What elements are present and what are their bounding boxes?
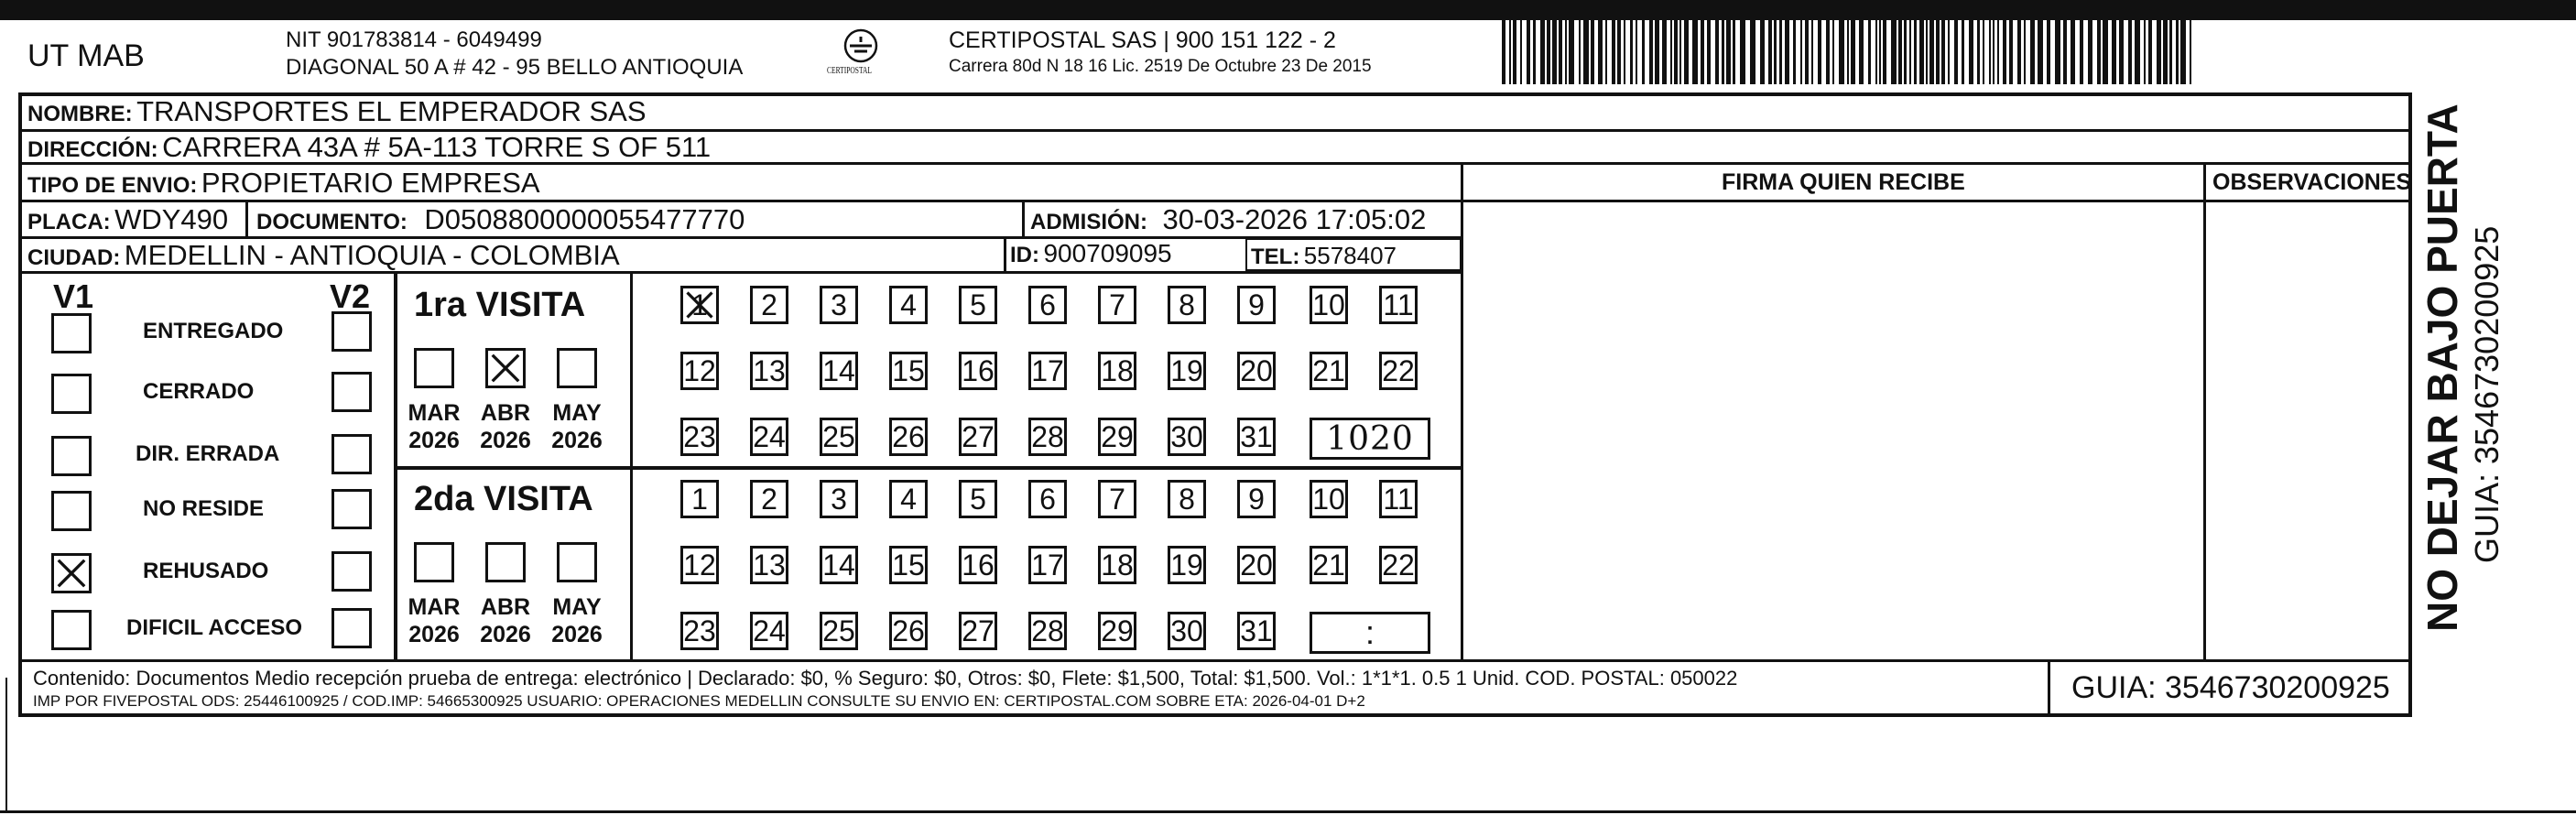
month-checkbox[interactable] (414, 348, 454, 388)
day-box[interactable]: 19 (1168, 546, 1206, 584)
v2-checkbox[interactable] (332, 551, 372, 592)
ciudad-row (27, 239, 620, 272)
day-box[interactable]: 15 (889, 546, 928, 584)
day-box[interactable]: 22 (1379, 546, 1418, 584)
visit-title: 2da VISITA (414, 480, 593, 518)
courier-address: Carrera 80d N 18 16 Lic. 2519 De Octubre 23 De 2015 (949, 57, 1372, 76)
footer-content: Contenido: Documentos Medio recepción prueba de entrega: electrónico | Declarado: $0, % Seguro: $0, Otros: $0, Flete: $1,500, Total: $1,500. Vol.: 1*1*1. 0.5 1 Unid. COD. POSTAL: 050022 (33, 667, 1738, 690)
day-box[interactable]: 18 (1098, 352, 1136, 390)
status-label: DIFICIL ACCESO (126, 615, 303, 640)
day-box[interactable]: 26 (889, 418, 928, 456)
day-box[interactable]: 9 (1237, 286, 1276, 324)
day-box[interactable]: 3 (820, 480, 858, 518)
day-box[interactable]: 13 (750, 352, 788, 390)
courier-info: CERTIPOSTAL SAS | 900 151 122 - 2 (949, 27, 1336, 53)
v2-header: V2 (330, 277, 371, 315)
day-box[interactable]: 23 (680, 418, 719, 456)
day-box[interactable]: 16 (959, 352, 997, 390)
month-year: 2026 (551, 622, 603, 647)
tel-label: TEL: (1251, 244, 1300, 269)
day-box[interactable]: 17 (1028, 546, 1067, 584)
day-box[interactable]: 14 (820, 352, 858, 390)
day-box[interactable]: 31 (1237, 418, 1276, 456)
footer-print-info: IMP POR FIVEPOSTAL ODS: 25446100925 / COD.IMP: 54665300925 USUARIO: OPERACIONES MEDELLIN CONSULTE SU ENVIO EN: CERTIPOSTAL.COM SOBRE ETA: 2026-04-01 D+2 (33, 692, 1365, 710)
day-box[interactable]: 11 (1379, 480, 1418, 518)
month-name: MAY (552, 400, 602, 426)
tel-box (1245, 238, 1462, 271)
time-field[interactable]: 1020 (1310, 418, 1430, 460)
day-box[interactable]: 28 (1028, 612, 1067, 650)
frame-bottom (18, 713, 2412, 717)
day-box[interactable]: 22 (1379, 352, 1418, 390)
id-row (1010, 239, 1172, 268)
col-line (1022, 201, 1025, 236)
day-box[interactable]: 8 (1168, 286, 1206, 324)
admision-label: ADMISIÓN: (1030, 210, 1147, 234)
month-checkbox[interactable] (557, 542, 597, 582)
day-box[interactable]: 14 (820, 546, 858, 584)
v1-checkbox[interactable] (51, 313, 92, 353)
day-box[interactable]: 18 (1098, 546, 1136, 584)
month-year: 2026 (408, 622, 460, 647)
day-box[interactable]: 23 (680, 612, 719, 650)
observaciones-header: OBSERVACIONES (2212, 169, 2412, 195)
day-box[interactable]: 3 (820, 286, 858, 324)
footer-divider (2048, 659, 2050, 715)
day-box[interactable]: 2 (750, 480, 788, 518)
day-box[interactable]: 15 (889, 352, 928, 390)
day-box[interactable]: 17 (1028, 352, 1067, 390)
tel-row (1251, 242, 1397, 270)
company-name: UT MAB (27, 38, 145, 73)
status-label: REHUSADO (143, 559, 269, 583)
footer-guia: GUIA: 3546730200925 (2071, 670, 2390, 705)
day-box[interactable]: 30 (1168, 612, 1206, 650)
documento-value: D0508800000055477770 (424, 203, 745, 235)
visit-divider (394, 466, 1461, 470)
v1-checkbox[interactable] (51, 491, 92, 531)
day-box[interactable]: 12 (680, 546, 719, 584)
tipo-row (27, 167, 540, 200)
tipo-value: PROPIETARIO EMPRESA (201, 167, 540, 199)
day-box[interactable]: 1 (680, 480, 719, 518)
month-year: 2026 (480, 622, 531, 647)
col-line (1461, 200, 2410, 202)
id-label: ID: (1010, 243, 1039, 267)
tel-value: 5578407 (1303, 242, 1397, 269)
day-box[interactable]: 21 (1310, 352, 1348, 390)
firma-header: FIRMA QUIEN RECIBE (1722, 169, 1965, 195)
day-box[interactable]: 12 (680, 352, 719, 390)
v2-checkbox[interactable] (332, 311, 372, 352)
day-box[interactable]: 10 (1310, 286, 1348, 324)
month-checkbox[interactable] (485, 348, 526, 388)
col-line (245, 201, 248, 236)
v1-checkbox[interactable] (51, 553, 92, 593)
day-box[interactable]: 5 (959, 286, 997, 324)
month-year: 2026 (551, 428, 603, 453)
direccion-row (27, 131, 711, 164)
frame-left (18, 92, 22, 715)
day-box[interactable]: 27 (959, 418, 997, 456)
day-box[interactable]: 6 (1028, 286, 1067, 324)
month-label (407, 399, 462, 454)
company-nit: NIT 901783814 - 6049499 (286, 27, 542, 52)
left-edge (5, 678, 7, 810)
day-box[interactable]: 20 (1237, 546, 1276, 584)
day-box[interactable]: 7 (1098, 286, 1136, 324)
status-label: NO RESIDE (143, 496, 265, 521)
month-label (549, 593, 604, 648)
admision-value: 30-03-2026 17:05:02 (1162, 203, 1427, 235)
month-label (407, 593, 462, 648)
ciudad-label: CIUDAD: (27, 245, 121, 270)
company-address: DIAGONAL 50 A # 42 - 95 BELLO ANTIOQUIA (286, 55, 744, 80)
day-box[interactable]: 29 (1098, 612, 1136, 650)
day-box[interactable]: 1 (680, 286, 719, 324)
day-box[interactable]: 19 (1168, 352, 1206, 390)
visit-col-divider (630, 271, 633, 661)
side-warning: NO DEJAR BAJO PUERTA (2418, 103, 2466, 632)
v2-checkbox[interactable] (332, 489, 372, 529)
month-year: 2026 (480, 428, 531, 453)
day-box[interactable]: 7 (1098, 480, 1136, 518)
documento-label: DOCUMENTO: (256, 210, 408, 234)
month-label (478, 399, 533, 454)
day-box[interactable]: 25 (820, 612, 858, 650)
day-box[interactable]: 11 (1379, 286, 1418, 324)
visit-title: 1ra VISITA (414, 286, 586, 324)
month-name: MAR (408, 594, 461, 620)
placa-label: PLACA: (27, 210, 111, 234)
admision-row (1030, 203, 1426, 236)
day-box[interactable]: 27 (959, 612, 997, 650)
month-checkbox[interactable] (414, 542, 454, 582)
day-box[interactable]: 8 (1168, 480, 1206, 518)
day-box[interactable]: 4 (889, 480, 928, 518)
documento-row (256, 203, 745, 236)
day-box[interactable]: 26 (889, 612, 928, 650)
time-field[interactable]: : (1310, 612, 1430, 654)
nombre-value: TRANSPORTES EL EMPERADOR SAS (136, 95, 647, 127)
day-box[interactable]: 24 (750, 612, 788, 650)
month-name: ABR (480, 400, 531, 426)
day-box[interactable]: 25 (820, 418, 858, 456)
nombre-row (27, 95, 647, 128)
day-box[interactable]: 20 (1237, 352, 1276, 390)
row-line (18, 659, 2410, 662)
month-name: ABR (480, 594, 531, 620)
direccion-value: CARRERA 43A # 5A-113 TORRE S OF 511 (162, 131, 712, 163)
direccion-label: DIRECCIÓN: (27, 137, 158, 162)
col-line (1004, 236, 1006, 271)
day-box[interactable]: 16 (959, 546, 997, 584)
v1-header: V1 (53, 277, 94, 315)
ciudad-value: MEDELLIN - ANTIOQUIA - COLOMBIA (124, 239, 620, 271)
day-box[interactable]: 5 (959, 480, 997, 518)
tipo-label: TIPO DE ENVIO: (27, 173, 198, 198)
day-box[interactable]: 6 (1028, 480, 1067, 518)
day-box[interactable]: 24 (750, 418, 788, 456)
v1-checkbox[interactable] (51, 610, 92, 650)
id-value: 900709095 (1043, 239, 1172, 267)
month-label (549, 399, 604, 454)
day-box[interactable]: 9 (1237, 480, 1276, 518)
nombre-label: NOMBRE: (27, 102, 133, 126)
col-line (1461, 162, 1463, 661)
day-box[interactable]: 30 (1168, 418, 1206, 456)
v2-checkbox[interactable] (332, 372, 372, 412)
certipostal-logo-text: CERTIPOSTAL (827, 66, 872, 76)
lower-border (0, 810, 2576, 813)
day-box[interactable]: 10 (1310, 480, 1348, 518)
month-name: MAY (552, 594, 602, 620)
day-box[interactable]: 21 (1310, 546, 1348, 584)
v2-checkbox[interactable] (332, 608, 372, 648)
month-checkbox[interactable] (485, 542, 526, 582)
month-label (478, 593, 533, 648)
day-box[interactable]: 28 (1028, 418, 1067, 456)
status-label: CERRADO (143, 379, 255, 404)
v1-checkbox[interactable] (51, 436, 92, 476)
day-box[interactable]: 29 (1098, 418, 1136, 456)
status-label: DIR. ERRADA (136, 441, 280, 466)
month-checkbox[interactable] (557, 348, 597, 388)
month-name: MAR (408, 400, 461, 426)
placa-value: WDY490 (114, 203, 229, 235)
v1-checkbox[interactable] (51, 374, 92, 414)
col-line (2203, 162, 2206, 661)
top-border (0, 0, 2576, 20)
status-label: ENTREGADO (143, 319, 284, 343)
day-box[interactable]: 31 (1237, 612, 1276, 650)
day-box[interactable]: 4 (889, 286, 928, 324)
barcode (1502, 18, 2198, 84)
v2-checkbox[interactable] (332, 434, 372, 474)
day-box[interactable]: 13 (750, 546, 788, 584)
side-guia: GUIA: 3546730200925 (2468, 225, 2505, 563)
placa-row (27, 203, 228, 236)
month-year: 2026 (408, 428, 460, 453)
certipostal-logo (820, 26, 902, 81)
day-box[interactable]: 2 (750, 286, 788, 324)
